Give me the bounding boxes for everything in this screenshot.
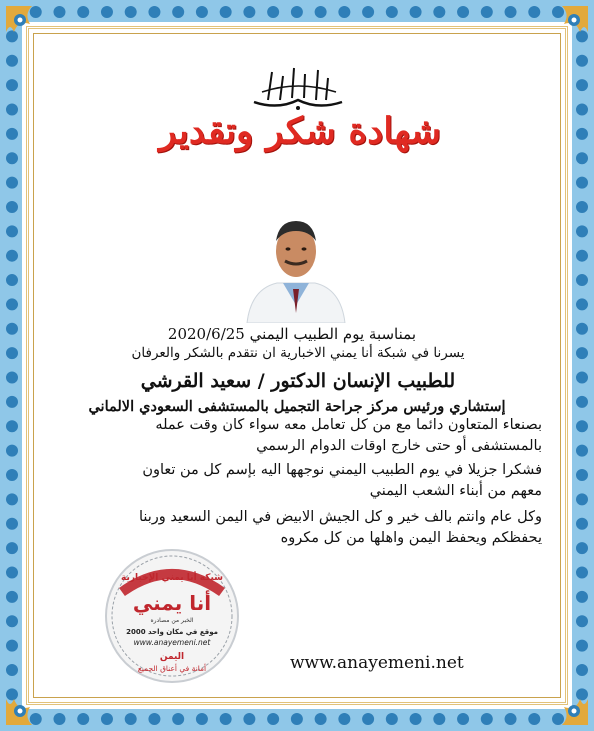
corner-ornament-top-left (2, 2, 60, 60)
seal-ring-text: شبكة أنا يمني الإخبارية (121, 573, 223, 583)
seal-count-line: 2000 موقع في مكان واحد (126, 628, 218, 636)
seal-tagline: الخبر من مصادره (150, 617, 194, 624)
intro-line: يسرنا في شبكة أنا يمني الاخبارية ان نتقدم بالشكر والعرفان (131, 345, 465, 361)
corner-ornament-bottom-right (534, 671, 592, 729)
corner-ornament-bottom-left (2, 671, 60, 729)
anayemeni-seal (102, 546, 242, 686)
certificate-title: شهادة شكر وتقدير (159, 110, 441, 152)
body-line: فشكرا جزيلا في يوم الطبيب اليمني نوجهها اليه بإسم كل من تعاون (142, 462, 542, 478)
body-line: وكل عام وانتم بالف خير و كل الجيش الابيض في اليمن السعيد وربنا (138, 509, 542, 525)
seal-logo: أنا يمني (132, 591, 212, 615)
body-line: بصنعاء المتعاون دائما مع من كل تعامل معه سواء كان وقت عمله (155, 417, 542, 433)
doctor-photo (237, 205, 355, 323)
body-line: معهم من أبناء الشعب اليمني (369, 483, 542, 499)
calligraphy-emblem (248, 62, 348, 114)
body-line: بالمستشفى أو حتى خارج اوقات الدوام الرسمي (256, 438, 542, 454)
website-link[interactable]: www.anayemeni.net (290, 653, 464, 673)
seal-url: www.anayemeni.net (133, 638, 211, 647)
seal-country: اليمن (159, 652, 185, 662)
seal-motto: أمانة في أعناق الجميع (137, 664, 207, 673)
corner-ornament-top-right (534, 2, 592, 60)
honoree-name: للطبيب الإنسان الدكتور / سعيد القرشي (140, 370, 456, 392)
honoree-position: إستشاري ورئيس مركز جراحة التجميل بالمستشفى السعودي الالماني (88, 398, 506, 415)
occasion-line: بمناسبة يوم الطبيب اليمني 2020/6/25 (167, 325, 416, 343)
body-line: يحفظكم ويحفظ اليمن واهلها من كل مكروه (280, 530, 542, 546)
